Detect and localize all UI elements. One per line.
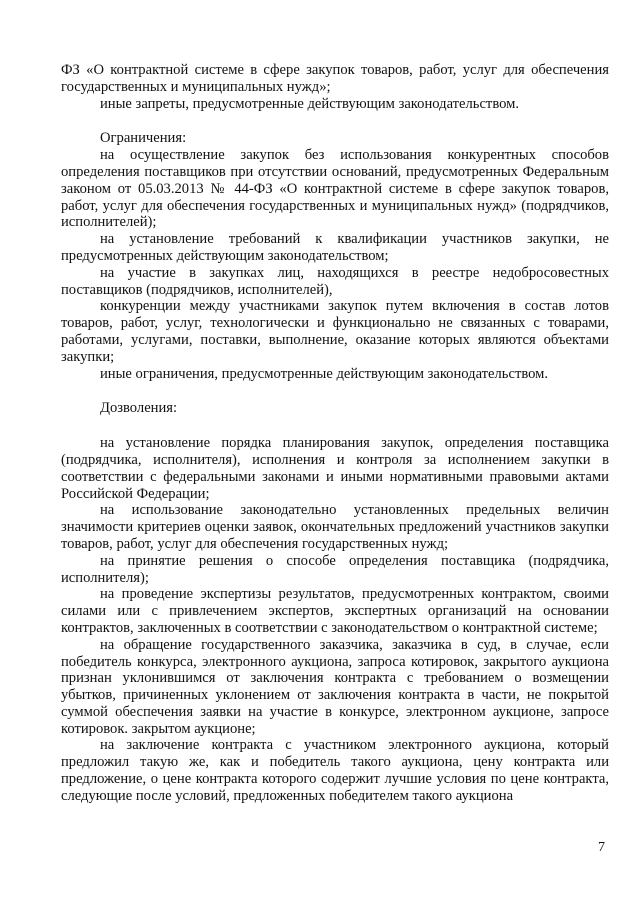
- paragraph-restriction-3: на участие в закупках лиц, находящихся в реестре недобросовестных поставщиков (подрядчиков, исполнителей),: [61, 264, 609, 298]
- paragraph-restriction-1: на осуществление закупок без использования конкурентных способов определения поставщиков при отсутствии оснований, предусмотренных Федеральным законом от 05.03.2013 № 44-ФЗ «О контрактной системе в сфере закупок товаров, работ, услуг для обеспечения государственных и муниципальных нужд» (подрядчиков, исполнителей);: [61, 147, 609, 231]
- paragraph-permission-5: на обращение государственного заказчика, заказчика в суд, в случае, если победитель конкурса, электронного аукциона, запроса котировок, закрытого аукциона признан уклонившимся от заключения контракта с требованием о возмещении убытков, причиненных уклонением от заключения контракта в части, не покрытой суммой обеспечения заявки на участие в конкурсе, электронном аукционе, запросе котировок. закрытом аукционе;: [61, 636, 609, 737]
- paragraph-permission-1: на установление порядка планирования закупок, определения поставщика (подрядчика, исполнителя), исполнения и контроля за исполнением закупки в соответствии с федеральными законами и иными нормативными правовыми актами Российской Федерации;: [61, 435, 609, 502]
- heading-permissions: Дозволения:: [100, 400, 178, 417]
- paragraph-permission-3: на принятие решения о способе определения поставщика (подрядчика, исполнителя);: [61, 552, 609, 586]
- paragraph-restriction-5: иные ограничения, предусмотренные действующим законодательством.: [100, 365, 549, 382]
- paragraph-permission-2: на использование законодательно установленных предельных величин значимости критериев оценки заявок, окончательных предложений участников закупки товаров, работ, услуг для обеспечения государственных нужд;: [61, 502, 609, 552]
- heading-restrictions: Ограничения:: [100, 130, 187, 147]
- paragraph-restriction-2: на установление требований к квалификации участников закупки, не предусмотренных действующим законодательством;: [61, 231, 609, 264]
- page-number: 7: [598, 840, 605, 855]
- paragraph-permission-6: на заключение контракта с участником электронного аукциона, который предложил такую же, как и победитель такого аукциона, цену контракта или предложение, о цене контракта которого содержит лучшие условия по цене контракта, следующие после условий, предложенных победителем такого аукциона: [61, 737, 609, 804]
- paragraph-restriction-4: конкуренции между участниками закупок путем включения в состав лотов товаров, работ, услуг, технологически и функционально не связанных с товарами, работами, услугами, поставки, выполнение, оказание которых являются объектами закупки;: [61, 298, 609, 365]
- document-body: [61, 62, 609, 805]
- paragraph-permission-4: на проведение экспертизы результатов, предусмотренных контрактом, своими силами или с привлечением экспертов, экспертных организаций на основании контрактов, заключенных в соответствии с законодательством о контрактной системе;: [61, 586, 609, 636]
- paragraph-other-prohibitions: иные запреты, предусмотренные действующим законодательством.: [100, 95, 520, 112]
- paragraph-law-reference: ФЗ «О контрактной системе в сфере закупок товаров, работ, услуг для обеспечения государственных и муниципальных нужд»;: [61, 62, 609, 95]
